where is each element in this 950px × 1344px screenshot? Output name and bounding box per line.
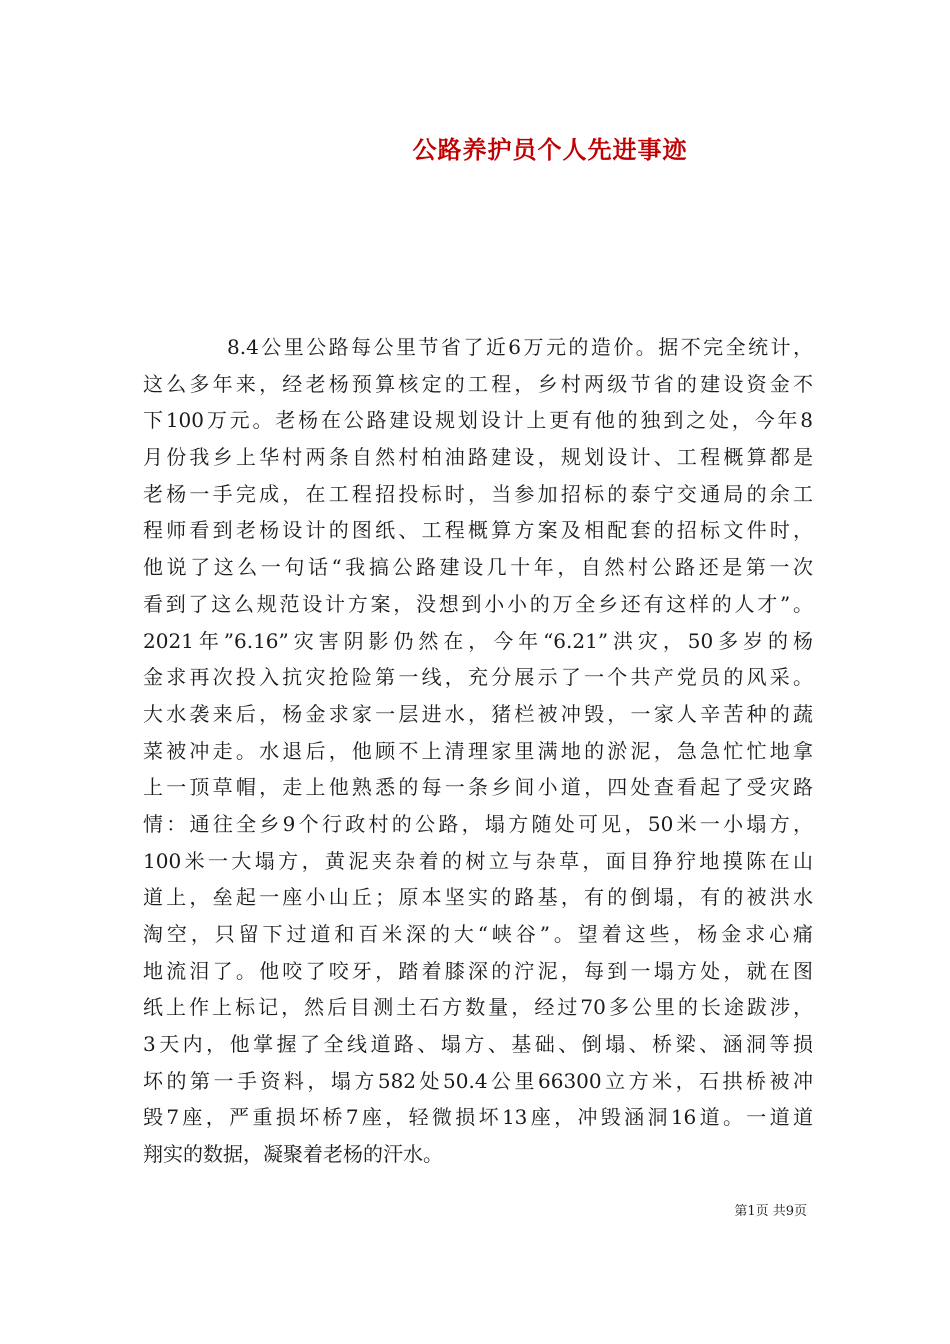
body-line: 金求再次投入抗灾抢险第一线，充分展示了一个共产党员的风采。: [143, 665, 813, 690]
body-line: 道上，垒起一座小山丘；原本坚实的路基，有的倒塌，有的被洪水: [143, 885, 813, 910]
body-line: 上一顶草帽，走上他熟悉的每一条乡间小道，四处查看起了受灾路: [143, 775, 813, 800]
body-line: 情：通往全乡9个行政村的公路，塌方随处可见，50米一小塌方，: [143, 811, 813, 836]
body-line: 程师看到老杨设计的图纸、工程概算方案及相配套的招标文件时，: [143, 518, 813, 543]
body-line: 他说了这么一句话“我搞公路建设几十年，自然村公路还是第一次: [143, 555, 813, 580]
body-line: 大水袭来后，杨金求家一层进水，猪栏被冲毁，一家人辛苦种的蔬: [143, 701, 813, 726]
body-line: 地流泪了。他咬了咬牙，踏着膝深的泞泥，每到一塌方处，就在图: [143, 958, 813, 983]
body-line: 下100万元。老杨在公路建设规划设计上更有他的独到之处，今年8: [143, 408, 813, 433]
page-number-footer: 第1页 共9页: [734, 1204, 807, 1219]
document-body: [143, 329, 813, 1173]
body-line: 菜被冲走。水退后，他顾不上清理家里满地的淤泥，急急忙忙地拿: [143, 738, 813, 763]
body-line: 坏的第一手资料，塌方582处50.4公里66300立方米，石拱桥被冲: [143, 1068, 813, 1093]
body-line: 月份我乡上华村两条自然村柏油路建设，规划设计、工程概算都是: [143, 445, 813, 470]
body-line: 这么多年来，经老杨预算核定的工程，乡村两级节省的建设资金不: [143, 371, 813, 396]
body-line: 毁7座，严重损坏桥7座，轻微损坏13座，冲毁涵洞16道。一道道: [143, 1105, 813, 1130]
body-line: 100米一大塌方，黄泥夹杂着的树立与杂草，面目狰狞地摸陈在山: [143, 848, 813, 873]
body-line: 翔实的数据，凝聚着老杨的汗水。: [143, 1142, 443, 1167]
body-line: 老杨一手完成，在工程招投标时，当参加招标的泰宁交通局的余工: [143, 481, 813, 506]
document-title: 公路养护员个人先进事迹: [412, 135, 688, 164]
body-line: 纸上作上标记，然后目测土石方数量，经过70多公里的长途跋涉，: [143, 995, 813, 1020]
body-line: 淘空，只留下过道和百米深的大“峡谷”。望着这些，杨金求心痛: [143, 922, 813, 946]
body-line: 看到了这么规范设计方案，没想到小小的万全乡还有这样的人才”。: [143, 591, 813, 616]
body-line: 3天内，他掌握了全线道路、塌方、基础、倒塌、桥梁、涵洞等损: [143, 1032, 813, 1057]
body-line: 8.4公里公路每公里节省了近6万元的造价。据不完全统计，: [227, 335, 813, 359]
body-line: 2021年”6.16”灾害阴影仍然在，今年“6.21”洪灾，50多岁的杨: [143, 628, 813, 653]
